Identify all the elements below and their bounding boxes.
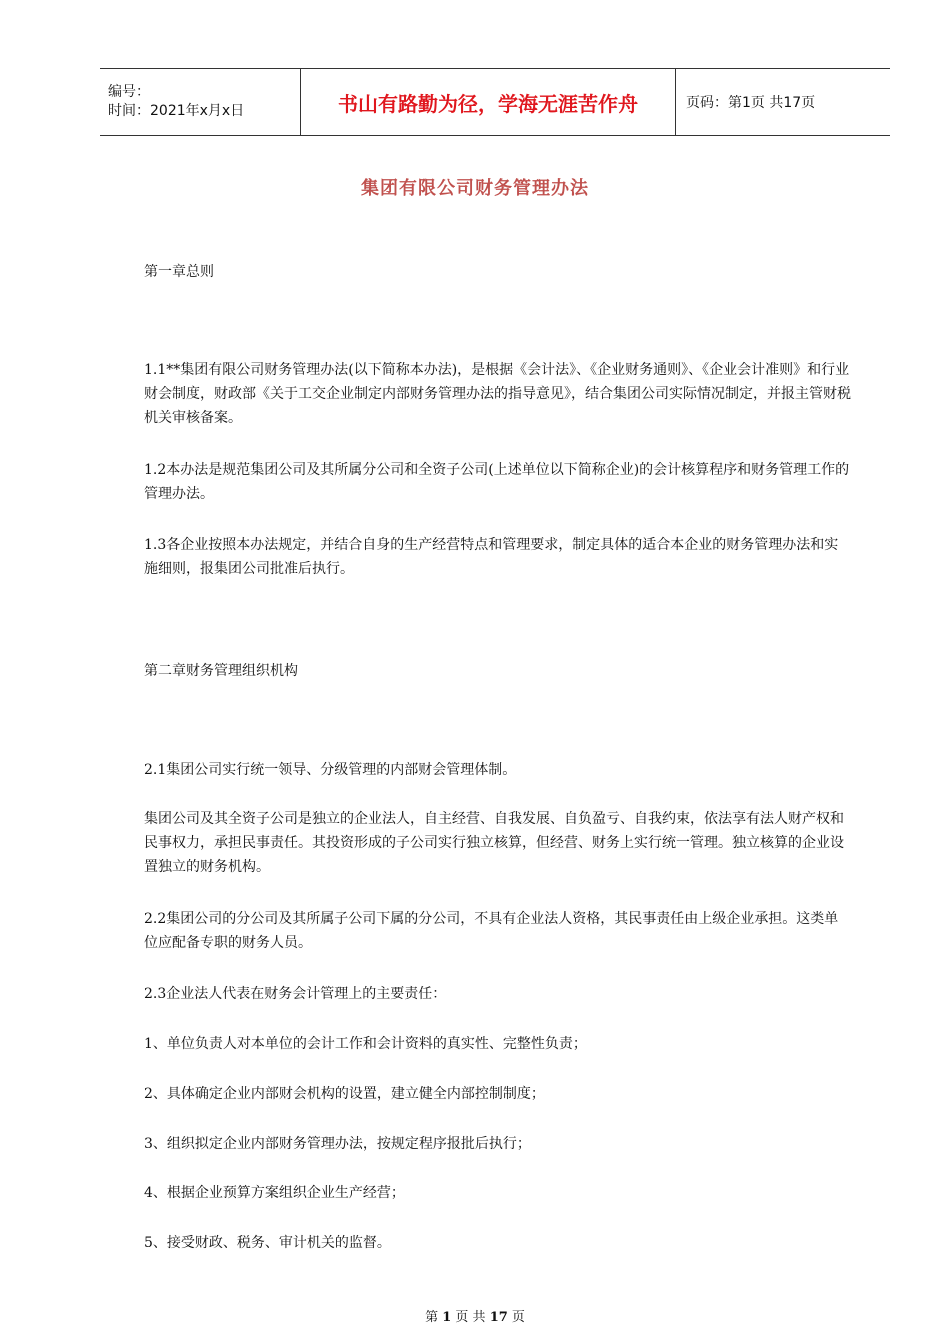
header-page-info	[676, 69, 890, 135]
page-header	[100, 68, 890, 136]
motto-text: 书山有路勤为径，学海无涯苦作舟	[338, 91, 638, 116]
list-item: 2、具体确定企业内部财会机构的设置，建立健全内部控制制度；	[144, 1086, 545, 1102]
document-time-label: 时间：2021年x月x日	[108, 103, 245, 119]
list-item: 5、接受财政、税务、审计机关的监督。	[144, 1235, 391, 1251]
paragraph: 1.3各企业按照本办法规定，并结合自身的生产经营特点和管理要求，制定具体的适合本企业的财务管理办法和实施细则，报集团公司批准后执行。	[144, 537, 839, 577]
paragraph: 1.1**集团有限公司财务管理办法(以下简称本办法)，是根据《会计法》、《企业财务通则》、《企业会计准则》和行业财会制度，财政部《关于工交企业制定内部财务管理办法的指导意见》，结合集团公司实际情况制定，并报主管财税机关审核备案。	[144, 362, 851, 426]
list-item: 1、单位负责人对本单位的会计工作和会计资料的真实性、完整性负责；	[144, 1036, 587, 1052]
page-footer	[0, 1306, 950, 1325]
paragraph: 2.3企业法人代表在财务会计管理上的主要责任：	[144, 986, 447, 1002]
chapter-heading: 第一章总则	[144, 264, 214, 280]
document-title: 集团有限公司财务管理办法	[361, 178, 589, 199]
paragraph: 集团公司及其全资子公司是独立的企业法人，自主经营、自我发展、自负盈亏、自我约束，依法享有法人财产权和民事权力，承担民事责任。其投资形成的子公司实行独立核算，但经营、财务上实行统一管理。独立核算的企业设置独立的财务机构。	[144, 811, 844, 875]
footer-total-pages: 17	[489, 1310, 508, 1325]
list-item: 4、根据企业预算方案组织企业生产经营；	[144, 1185, 405, 1201]
footer-page-number: 1	[442, 1310, 452, 1325]
footer-suffix: 页	[511, 1310, 525, 1325]
header-meta	[100, 69, 301, 135]
header-motto	[301, 69, 676, 135]
paragraph: 2.2集团公司的分公司及其所属子公司下属的分公司，不具有企业法人资格，其民事责任由上级企业承担。这类单位应配备专职的财务人员。	[144, 911, 839, 951]
footer-prefix: 第	[425, 1310, 439, 1325]
paragraph: 1.2本办法是规范集团公司及其所属分公司和全资子公司(上述单位以下简称企业)的会计核算程序和财务管理工作的管理办法。	[144, 462, 850, 502]
paragraph: 2.1集团公司实行统一领导、分级管理的内部财会管理体制。	[144, 762, 517, 778]
page-info-text: 页码：第1页 共17页	[686, 95, 816, 111]
footer-middle: 页 共	[455, 1310, 486, 1325]
document-number-label: 编号：	[108, 84, 150, 100]
list-item: 3、组织拟定企业内部财务管理办法，按规定程序报批后执行；	[144, 1136, 531, 1152]
chapter-heading: 第二章财务管理组织机构	[144, 663, 298, 679]
